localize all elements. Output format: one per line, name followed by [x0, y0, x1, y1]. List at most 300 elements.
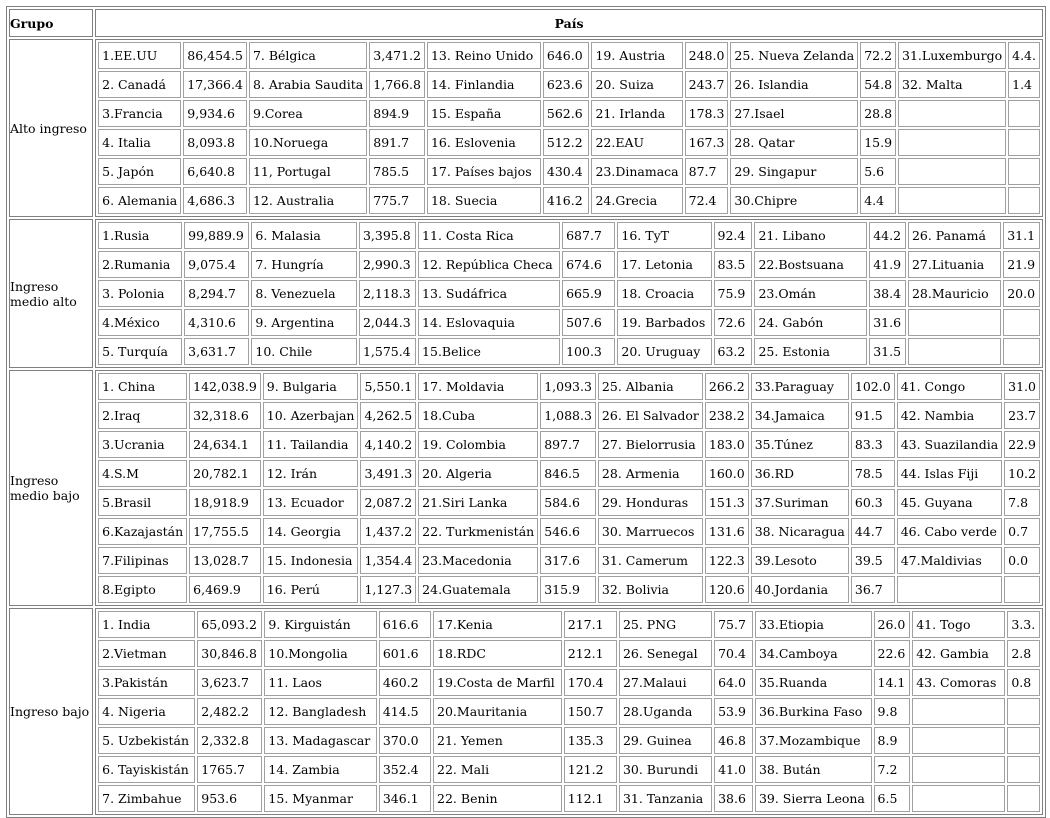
- country-value-cell: 2,990.3: [359, 251, 416, 278]
- country-value-cell: 102.0: [851, 373, 895, 400]
- country-value-cell: 100.3: [562, 338, 615, 365]
- table-row: [98, 785, 1040, 812]
- country-value-cell: 15.9: [860, 129, 896, 156]
- group-label: Ingreso bajo: [9, 608, 93, 815]
- country-value-cell: 507.6: [562, 309, 615, 336]
- country-name-cell: 21. Libano: [754, 222, 867, 249]
- country-name-cell: 22.EAU: [591, 129, 682, 156]
- country-value-cell: 20,782.1: [189, 460, 261, 487]
- country-name-cell: [898, 187, 1006, 214]
- country-value-cell: 0.8: [1007, 669, 1040, 696]
- country-name-cell: 29. Honduras: [598, 489, 703, 516]
- country-name-cell: 26. Senegal: [619, 640, 712, 667]
- country-name-cell: 29. Guinea: [619, 727, 712, 754]
- country-name-cell: 22.Bostsuana: [754, 251, 867, 278]
- country-name-cell: 5.Brasil: [98, 489, 187, 516]
- country-name-cell: 11. Costa Rica: [418, 222, 560, 249]
- country-value-cell: 3,623.7: [197, 669, 262, 696]
- country-value-cell: [1008, 100, 1040, 127]
- table-row: [98, 338, 1040, 365]
- country-name-cell: 36.Burkina Faso: [755, 698, 872, 725]
- country-value-cell: [1007, 785, 1040, 812]
- group-row: [9, 608, 1043, 815]
- country-name-cell: 20.Mauritania: [433, 698, 562, 725]
- country-value-cell: 846.5: [540, 460, 596, 487]
- country-value-cell: 23.7: [1004, 402, 1040, 429]
- country-value-cell: 28.8: [860, 100, 896, 127]
- table-row: [98, 251, 1040, 278]
- country-list: [95, 219, 1043, 368]
- country-value-cell: 21.9: [1003, 251, 1040, 278]
- country-value-cell: 416.2: [543, 187, 590, 214]
- country-value-cell: 41.9: [869, 251, 906, 278]
- country-list: [95, 370, 1043, 606]
- table-row: [98, 129, 1040, 156]
- country-name-cell: 4.México: [98, 309, 182, 336]
- country-name-cell: 22. Turkmenistán: [418, 518, 538, 545]
- table-row: [98, 71, 1040, 98]
- country-name-cell: 19.Costa de Marfil: [433, 669, 562, 696]
- country-name-cell: 9. Bulgaria: [263, 373, 359, 400]
- country-value-cell: 20.0: [1003, 280, 1040, 307]
- country-name-cell: 10. Chile: [251, 338, 357, 365]
- country-value-cell: 315.9: [540, 576, 596, 603]
- country-name-cell: 24. Gabón: [754, 309, 867, 336]
- country-list: [95, 39, 1043, 217]
- country-name-cell: 37.Suriman: [751, 489, 849, 516]
- country-name-cell: 30. Burundi: [619, 756, 712, 783]
- country-value-cell: 54.8: [860, 71, 896, 98]
- country-value-cell: 8.9: [874, 727, 911, 754]
- country-value-cell: 317.6: [540, 547, 596, 574]
- country-name-cell: 33.Etiopia: [755, 611, 872, 638]
- country-name-cell: 21. Yemen: [433, 727, 562, 754]
- country-name-cell: 9.Corea: [249, 100, 367, 127]
- country-value-cell: 3,631.7: [184, 338, 249, 365]
- country-name-cell: 19. Barbados: [617, 309, 711, 336]
- country-name-cell: 12. Australia: [249, 187, 367, 214]
- country-name-cell: 13. Reino Unido: [427, 42, 541, 69]
- country-value-cell: 3,395.8: [359, 222, 416, 249]
- country-name-cell: 41. Congo: [897, 373, 1002, 400]
- country-name-cell: 6. Alemania: [98, 187, 181, 214]
- country-name-cell: 11. Laos: [264, 669, 376, 696]
- country-name-cell: 45. Guyana: [897, 489, 1002, 516]
- country-value-cell: 70.4: [714, 640, 753, 667]
- country-name-cell: 34.Jamaica: [751, 402, 849, 429]
- country-name-cell: 13. Ecuador: [263, 489, 359, 516]
- country-value-cell: 897.7: [540, 431, 596, 458]
- country-name-cell: 4. Nigeria: [98, 698, 195, 725]
- country-name-cell: 17. Letonia: [617, 251, 711, 278]
- country-value-cell: 24,634.1: [189, 431, 261, 458]
- country-name-cell: 28. Armenia: [598, 460, 703, 487]
- country-value-cell: 3,491.3: [360, 460, 416, 487]
- country-value-cell: 9.8: [874, 698, 911, 725]
- country-name-cell: 8. Arabia Saudita: [249, 71, 367, 98]
- country-value-cell: 121.2: [564, 756, 617, 783]
- country-value-cell: 7.2: [874, 756, 911, 783]
- country-name-cell: 40.Jordania: [751, 576, 849, 603]
- country-value-cell: 370.0: [379, 727, 431, 754]
- country-name-cell: [912, 785, 1005, 812]
- country-value-cell: 150.7: [564, 698, 617, 725]
- country-name-cell: 22. Mali: [433, 756, 562, 783]
- country-name-cell: 16. TyT: [617, 222, 711, 249]
- country-name-cell: 9. Kirguistán: [264, 611, 376, 638]
- country-value-cell: 13,028.7: [189, 547, 261, 574]
- country-name-cell: 2.Vietman: [98, 640, 195, 667]
- country-value-cell: 17,366.4: [183, 71, 247, 98]
- country-name-cell: [912, 727, 1005, 754]
- country-value-cell: 5.6: [860, 158, 896, 185]
- country-value-cell: 1,127.3: [360, 576, 416, 603]
- country-name-cell: 14. Finlandia: [427, 71, 541, 98]
- country-name-cell: [898, 100, 1006, 127]
- country-value-cell: 6.5: [874, 785, 911, 812]
- country-value-cell: 2,482.2: [197, 698, 262, 725]
- country-name-cell: 7.Filipinas: [98, 547, 187, 574]
- country-value-cell: 7.8: [1004, 489, 1040, 516]
- country-name-cell: 32. Bolivia: [598, 576, 703, 603]
- country-value-cell: 31.5: [869, 338, 906, 365]
- country-name-cell: 5. Uzbekistán: [98, 727, 195, 754]
- country-value-cell: 5,550.1: [360, 373, 416, 400]
- country-value-cell: 75.9: [714, 280, 753, 307]
- table-row: [98, 460, 1040, 487]
- country-name-cell: 9. Argentina: [251, 309, 357, 336]
- country-name-cell: 6. Tayiskistán: [98, 756, 195, 783]
- country-name-cell: 3. Polonia: [98, 280, 182, 307]
- country-value-cell: 665.9: [562, 280, 615, 307]
- country-name-cell: 21.Siri Lanka: [418, 489, 538, 516]
- country-name-cell: 17.Kenia: [433, 611, 562, 638]
- country-name-cell: 17. Países bajos: [427, 158, 541, 185]
- country-name-cell: 25. Albania: [598, 373, 703, 400]
- country-name-cell: [897, 576, 1002, 603]
- country-name-cell: 19. Colombia: [418, 431, 538, 458]
- country-value-cell: 1,437.2: [360, 518, 416, 545]
- country-name-cell: 27.Malaui: [619, 669, 712, 696]
- country-name-cell: 8.Egipto: [98, 576, 187, 603]
- country-name-cell: 17. Moldavia: [418, 373, 538, 400]
- country-value-cell: 785.5: [369, 158, 425, 185]
- country-value-cell: 38.4: [869, 280, 906, 307]
- country-name-cell: 3.Ucrania: [98, 431, 187, 458]
- country-value-cell: 4,140.2: [360, 431, 416, 458]
- country-value-cell: 616.6: [379, 611, 431, 638]
- country-name-cell: 30.Chipre: [730, 187, 858, 214]
- country-value-cell: 160.0: [705, 460, 749, 487]
- table-row: [98, 576, 1040, 603]
- country-name-cell: 6.Kazajastán: [98, 518, 187, 545]
- country-value-cell: 4.4.: [1008, 42, 1040, 69]
- country-value-cell: 9,934.6: [183, 100, 247, 127]
- country-name-cell: 12. República Checa: [418, 251, 560, 278]
- country-name-cell: 18.Cuba: [418, 402, 538, 429]
- country-value-cell: 2,044.3: [359, 309, 416, 336]
- country-value-cell: 6,469.9: [189, 576, 261, 603]
- country-name-cell: 13. Sudáfrica: [418, 280, 560, 307]
- country-name-cell: 16. Eslovenia: [427, 129, 541, 156]
- country-value-cell: 87.7: [685, 158, 729, 185]
- country-value-cell: 687.7: [562, 222, 615, 249]
- country-name-cell: 27.Lituania: [908, 251, 1001, 278]
- table-row: [98, 373, 1040, 400]
- country-name-cell: 2.Rumania: [98, 251, 182, 278]
- country-table: [96, 40, 1042, 216]
- country-value-cell: [1008, 158, 1040, 185]
- country-value-cell: 32,318.6: [189, 402, 261, 429]
- country-value-cell: 1,088.3: [540, 402, 596, 429]
- table-row: [98, 158, 1040, 185]
- country-name-cell: [912, 698, 1005, 725]
- country-value-cell: 248.0: [685, 42, 729, 69]
- country-name-cell: 26. El Salvador: [598, 402, 703, 429]
- country-value-cell: 120.6: [705, 576, 749, 603]
- country-value-cell: [1003, 309, 1040, 336]
- country-name-cell: 43. Suazilandia: [897, 431, 1002, 458]
- country-value-cell: 41.0: [714, 756, 753, 783]
- country-name-cell: 13. Madagascar: [264, 727, 376, 754]
- country-value-cell: 891.7: [369, 129, 425, 156]
- country-name-cell: 18. Croacia: [617, 280, 711, 307]
- country-name-cell: 47.Maldivias: [897, 547, 1002, 574]
- country-name-cell: 1.EE.UU: [98, 42, 181, 69]
- table-row: [98, 280, 1040, 307]
- table-row: [98, 42, 1040, 69]
- country-name-cell: 12. Irán: [263, 460, 359, 487]
- country-name-cell: [898, 158, 1006, 185]
- country-value-cell: 601.6: [379, 640, 431, 667]
- country-value-cell: [1007, 727, 1040, 754]
- country-value-cell: 674.6: [562, 251, 615, 278]
- country-name-cell: 3.Pakistán: [98, 669, 195, 696]
- country-value-cell: 86,454.5: [183, 42, 247, 69]
- country-value-cell: 30,846.8: [197, 640, 262, 667]
- country-name-cell: 27.Isael: [730, 100, 858, 127]
- country-name-cell: 15.Belice: [418, 338, 560, 365]
- country-name-cell: 10. Azerbajan: [263, 402, 359, 429]
- country-name-cell: 25. PNG: [619, 611, 712, 638]
- country-name-cell: 43. Comoras: [912, 669, 1005, 696]
- country-value-cell: 170.4: [564, 669, 617, 696]
- country-value-cell: 266.2: [705, 373, 749, 400]
- country-name-cell: 12. Bangladesh: [264, 698, 376, 725]
- country-value-cell: 31.1: [1003, 222, 1040, 249]
- country-name-cell: [908, 338, 1001, 365]
- country-name-cell: 31. Tanzania: [619, 785, 712, 812]
- table-row: [98, 402, 1040, 429]
- country-name-cell: 16. Perú: [263, 576, 359, 603]
- country-name-cell: 15. Myanmar: [264, 785, 376, 812]
- country-name-cell: 6. Malasia: [251, 222, 357, 249]
- country-value-cell: 217.1: [564, 611, 617, 638]
- country-value-cell: [1004, 576, 1040, 603]
- header-pais: País: [95, 9, 1043, 37]
- country-name-cell: 46. Cabo verde: [897, 518, 1002, 545]
- country-table: [96, 371, 1042, 605]
- country-value-cell: 6,640.8: [183, 158, 247, 185]
- header-grupo: Grupo: [9, 9, 93, 37]
- country-value-cell: 4.4: [860, 187, 896, 214]
- country-value-cell: 63.2: [714, 338, 753, 365]
- country-value-cell: 2.8: [1007, 640, 1040, 667]
- country-name-cell: 24.Guatemala: [418, 576, 538, 603]
- country-value-cell: 36.7: [851, 576, 895, 603]
- country-value-cell: 183.0: [705, 431, 749, 458]
- country-name-cell: 2.Iraq: [98, 402, 187, 429]
- country-name-cell: 28.Mauricio: [908, 280, 1001, 307]
- country-name-cell: 7. Hungría: [251, 251, 357, 278]
- country-value-cell: [1008, 129, 1040, 156]
- country-value-cell: 1.4: [1008, 71, 1040, 98]
- group-row: [9, 370, 1043, 606]
- country-value-cell: 3.3.: [1007, 611, 1040, 638]
- country-name-cell: 15. Indonesia: [263, 547, 359, 574]
- country-value-cell: 167.3: [685, 129, 729, 156]
- country-value-cell: [1007, 756, 1040, 783]
- country-list: [95, 608, 1043, 815]
- country-value-cell: 14.1: [874, 669, 911, 696]
- country-name-cell: 41. Togo: [912, 611, 1005, 638]
- country-value-cell: [1008, 187, 1040, 214]
- group-row: [9, 39, 1043, 217]
- country-name-cell: 28. Qatar: [730, 129, 858, 156]
- country-value-cell: 83.5: [714, 251, 753, 278]
- country-value-cell: 238.2: [705, 402, 749, 429]
- country-name-cell: 1.Rusia: [98, 222, 182, 249]
- table-row: [98, 640, 1040, 667]
- table-row: [98, 756, 1040, 783]
- country-value-cell: 2,087.2: [360, 489, 416, 516]
- country-value-cell: 122.3: [705, 547, 749, 574]
- country-value-cell: 31.6: [869, 309, 906, 336]
- country-name-cell: 15. España: [427, 100, 541, 127]
- table-row: [98, 309, 1040, 336]
- country-name-cell: 25. Estonia: [754, 338, 867, 365]
- country-name-cell: 38. Bután: [755, 756, 872, 783]
- country-name-cell: 21. Irlanda: [591, 100, 682, 127]
- country-name-cell: 14. Georgia: [263, 518, 359, 545]
- country-name-cell: 26. Panamá: [908, 222, 1001, 249]
- country-value-cell: [1003, 338, 1040, 365]
- country-name-cell: 18.RDC: [433, 640, 562, 667]
- country-value-cell: 72.2: [860, 42, 896, 69]
- country-name-cell: 35.Túnez: [751, 431, 849, 458]
- country-table: [96, 609, 1042, 814]
- country-value-cell: 10.2: [1004, 460, 1040, 487]
- country-value-cell: 1,093.3: [540, 373, 596, 400]
- country-name-cell: 14. Eslovaquia: [418, 309, 560, 336]
- country-name-cell: 33.Paraguay: [751, 373, 849, 400]
- country-value-cell: 9,075.4: [184, 251, 249, 278]
- country-value-cell: 142,038.9: [189, 373, 261, 400]
- country-name-cell: 30. Marruecos: [598, 518, 703, 545]
- table-row: [98, 547, 1040, 574]
- table-row: [98, 489, 1040, 516]
- country-name-cell: 27. Bielorrusia: [598, 431, 703, 458]
- country-value-cell: 3,471.2: [369, 42, 425, 69]
- country-value-cell: 22.6: [874, 640, 911, 667]
- group-row: [9, 219, 1043, 368]
- table-row: [98, 518, 1040, 545]
- country-name-cell: 31.Luxemburgo: [898, 42, 1006, 69]
- country-value-cell: 0.7: [1004, 518, 1040, 545]
- country-name-cell: 2. Canadá: [98, 71, 181, 98]
- country-name-cell: 20. Algeria: [418, 460, 538, 487]
- country-name-cell: 1. India: [98, 611, 195, 638]
- country-value-cell: 44.2: [869, 222, 906, 249]
- country-name-cell: 5. Turquía: [98, 338, 182, 365]
- country-name-cell: 14. Zambia: [264, 756, 376, 783]
- country-name-cell: 24.Grecia: [591, 187, 682, 214]
- country-name-cell: 1. China: [98, 373, 187, 400]
- table-row: [98, 222, 1040, 249]
- country-name-cell: 28.Uganda: [619, 698, 712, 725]
- country-value-cell: 512.2: [543, 129, 590, 156]
- country-name-cell: 35.Ruanda: [755, 669, 872, 696]
- country-name-cell: 20. Uruguay: [617, 338, 711, 365]
- country-name-cell: 8. Venezuela: [251, 280, 357, 307]
- country-value-cell: 8,294.7: [184, 280, 249, 307]
- country-name-cell: 11. Tailandia: [263, 431, 359, 458]
- country-value-cell: 584.6: [540, 489, 596, 516]
- country-name-cell: 19. Austria: [591, 42, 682, 69]
- country-name-cell: 42. Nambia: [897, 402, 1002, 429]
- country-value-cell: 953.6: [197, 785, 262, 812]
- country-value-cell: 546.6: [540, 518, 596, 545]
- table-row: [98, 187, 1040, 214]
- country-name-cell: 20. Suiza: [591, 71, 682, 98]
- country-name-cell: 22. Benin: [433, 785, 562, 812]
- country-value-cell: 38.6: [714, 785, 753, 812]
- country-table: [96, 220, 1042, 367]
- income-group-table: [6, 6, 1046, 818]
- table-row: [98, 669, 1040, 696]
- country-value-cell: 83.3: [851, 431, 895, 458]
- country-value-cell: 60.3: [851, 489, 895, 516]
- country-value-cell: 17,755.5: [189, 518, 261, 545]
- country-name-cell: 34.Camboya: [755, 640, 872, 667]
- country-value-cell: 99,889.9: [184, 222, 249, 249]
- country-value-cell: 623.6: [543, 71, 590, 98]
- country-name-cell: 31. Camerum: [598, 547, 703, 574]
- country-name-cell: 44. Islas Fiji: [897, 460, 1002, 487]
- header-row: [9, 9, 1043, 37]
- country-value-cell: 2,332.8: [197, 727, 262, 754]
- country-value-cell: 92.4: [714, 222, 753, 249]
- group-label: Alto ingreso: [9, 39, 93, 217]
- country-name-cell: 10.Mongolia: [264, 640, 376, 667]
- country-value-cell: 112.1: [564, 785, 617, 812]
- country-value-cell: 562.6: [543, 100, 590, 127]
- country-name-cell: 4. Italia: [98, 129, 181, 156]
- country-value-cell: 4,686.3: [183, 187, 247, 214]
- country-name-cell: 7. Bélgica: [249, 42, 367, 69]
- country-name-cell: 4.S.M: [98, 460, 187, 487]
- country-name-cell: 39.Lesoto: [751, 547, 849, 574]
- country-value-cell: 18,918.9: [189, 489, 261, 516]
- country-name-cell: 25. Nueva Zelanda: [730, 42, 858, 69]
- country-value-cell: 2,118.3: [359, 280, 416, 307]
- country-value-cell: 414.5: [379, 698, 431, 725]
- country-value-cell: [1007, 698, 1040, 725]
- table-body: [9, 39, 1043, 815]
- table-row: [98, 611, 1040, 638]
- country-value-cell: 31.0: [1004, 373, 1040, 400]
- country-name-cell: 36.RD: [751, 460, 849, 487]
